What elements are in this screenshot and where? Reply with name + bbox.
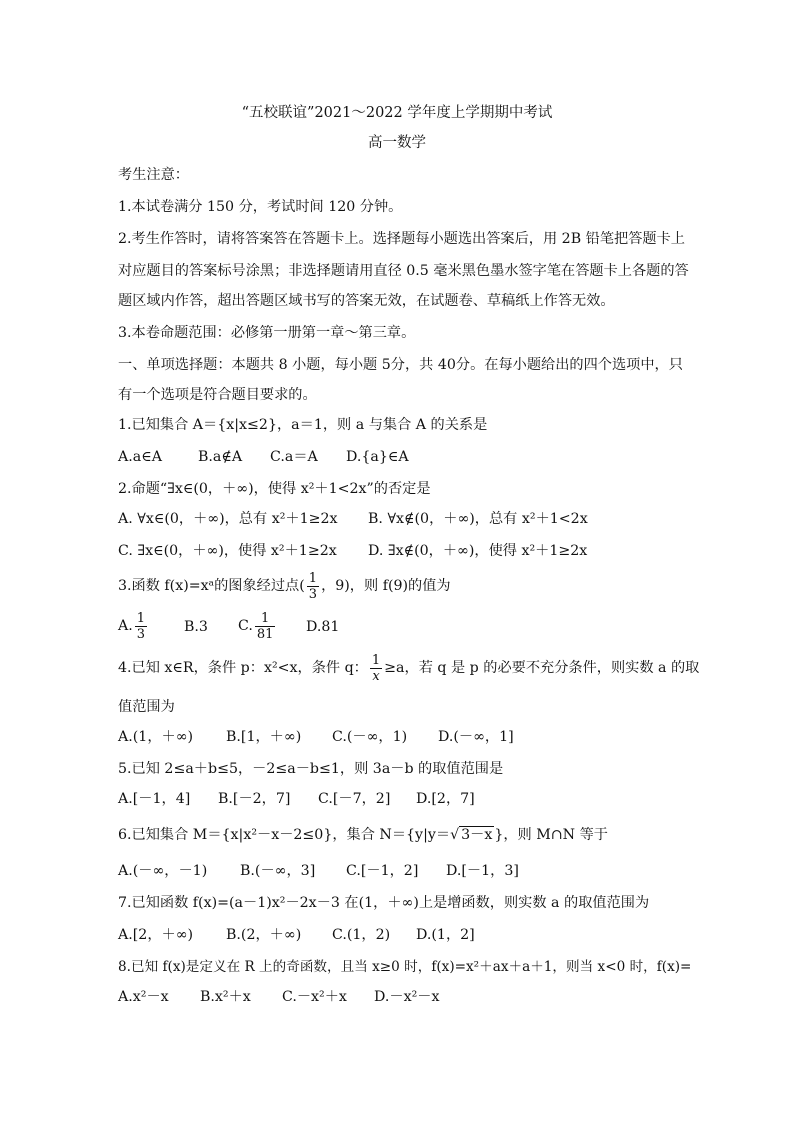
question-3-option-a-denominator: 3 bbox=[136, 626, 146, 642]
question-6-option-d: D.[－1，3] bbox=[446, 863, 519, 879]
question-7-option-c: C.(1，2) bbox=[332, 927, 391, 943]
question-8-option-b: B.x²＋x bbox=[200, 989, 251, 1005]
square-root-expression bbox=[450, 826, 494, 844]
question-5-option-b: B.[－2，7] bbox=[218, 791, 291, 807]
question-4-option-c: C.(－∞，1) bbox=[332, 729, 408, 745]
question-6-stem-part-1: 6.已知集合 M＝{x|x²－x－2≤0}，集合 N＝{y|y＝ bbox=[118, 827, 451, 843]
question-3-option-a-fraction bbox=[135, 611, 147, 642]
question-8-stem: 8.已知 f(x)是定义在 R 上的奇函数，且当 x≥0 时，f(x)=x²＋ax＋a＋1，则当 x<0 时，f(x)= bbox=[118, 959, 692, 975]
question-5-option-a: A.[－1，4] bbox=[118, 791, 191, 807]
question-4-stem-part-1: 4.已知 x∈R，条件 p：x²<x，条件 q： bbox=[118, 660, 368, 676]
note-2-line-3: 题区域内作答，超出答题区域书写的答案无效，在试题卷、草稿纸上作答无效。 bbox=[118, 293, 615, 309]
question-3-option-a-numerator: 1 bbox=[136, 610, 146, 626]
question-6-option-b: B.(－∞，3] bbox=[240, 863, 316, 879]
question-5-stem: 5.已知 2≤a＋b≤5，－2≤a－b≤1，则 3a－b 的取值范围是 bbox=[118, 761, 504, 777]
note-3: 3.本卷命题范围：必修第一册第一章～第三章。 bbox=[118, 325, 416, 341]
question-6-stem bbox=[118, 826, 608, 844]
question-7-option-b: B.(2，＋∞) bbox=[226, 927, 302, 943]
question-3-option-a bbox=[118, 610, 149, 642]
question-2-stem: 2.命题“∃x∈(0，＋∞)，使得 x²＋1<2x”的否定是 bbox=[118, 481, 431, 497]
question-2-option-a: A. ∀x∈(0，＋∞)，总有 x²＋1≥2x bbox=[118, 511, 338, 527]
question-6-option-c: C.[－1，2] bbox=[346, 863, 419, 879]
note-2-line-1: 2.考生作答时，请将答案答在答题卡上。选择题每小题选出答案后，用 2B 铅笔把答题卡上 bbox=[118, 231, 685, 247]
question-3-option-c-numerator: 1 bbox=[255, 611, 276, 627]
exam-subject: 高一数学 bbox=[368, 135, 426, 151]
section-1-instructions-line-1: 一、单项选择题：本题共 8 小题，每小题 5分，共 40分。在每小题给出的四个选项中，只 bbox=[118, 357, 683, 373]
question-4-stem-continued: 值范围为 bbox=[118, 699, 175, 715]
question-4-fraction-denominator: x bbox=[372, 668, 380, 684]
note-1: 1.本试卷满分 150 分，考试时间 120 分钟。 bbox=[118, 199, 403, 215]
question-1-option-c: C.a＝A bbox=[270, 449, 318, 465]
question-7-option-d: D.(1，2] bbox=[416, 927, 475, 943]
question-3-option-c-label: C. bbox=[238, 618, 253, 634]
note-2-line-2: 对应题目的答案标号涂黑；非选择题请用直径 0.5 毫米黑色墨水签字笔在答题卡上各题的答 bbox=[118, 263, 689, 279]
question-3-option-c-denominator: 81 bbox=[256, 626, 274, 642]
question-3-option-d: D.81 bbox=[306, 619, 340, 635]
question-3-fraction-denominator: 3 bbox=[308, 586, 318, 602]
question-3-stem-part-2: ，9)，则 f(9)的值为 bbox=[321, 578, 451, 594]
question-2-option-c: C. ∃x∈(0，＋∞)，使得 x²＋1≥2x bbox=[118, 543, 337, 559]
question-4-fraction-numerator: 1 bbox=[371, 652, 381, 668]
question-4-option-a: A.(1，＋∞) bbox=[118, 729, 194, 745]
question-8-option-d: D.－x²－x bbox=[374, 989, 440, 1005]
question-4-fraction bbox=[370, 653, 382, 684]
question-8-option-c: C.－x²＋x bbox=[282, 989, 347, 1005]
question-1-option-a: A.a∈A bbox=[118, 449, 162, 465]
question-1-option-b: B.a∉A bbox=[198, 449, 243, 465]
question-4-stem bbox=[118, 652, 699, 684]
square-root-symbol: √ bbox=[450, 827, 460, 843]
question-3-option-a-label: A. bbox=[118, 618, 133, 634]
question-3-stem-part-1: 3.函数 f(x)=xᵃ的图象经过点( bbox=[118, 578, 305, 594]
question-5-option-d: D.[2，7] bbox=[416, 791, 475, 807]
question-8-option-a: A.x²－x bbox=[118, 989, 169, 1005]
question-4-option-b: B.[1，＋∞) bbox=[226, 729, 302, 745]
notes-heading: 考生注意： bbox=[118, 167, 189, 183]
question-4-stem-part-2: ≥a，若 q 是 p 的必要不充分条件，则实数 a 的取 bbox=[384, 660, 700, 676]
square-root-radicand: 3－x bbox=[461, 827, 493, 843]
question-2-option-d: D. ∃x∉(0，＋∞)，使得 x²＋1≥2x bbox=[368, 543, 588, 559]
question-3-fraction-numerator: 1 bbox=[308, 570, 318, 586]
question-6-stem-part-2: }，则 M∩N 等于 bbox=[494, 827, 608, 843]
question-4-option-d: D.(－∞，1] bbox=[438, 729, 514, 745]
exam-title: “五校联谊”2021～2022 学年度上学期期中考试 bbox=[241, 105, 553, 121]
question-7-option-a: A.[2，＋∞) bbox=[118, 927, 194, 943]
question-3-fraction bbox=[307, 571, 319, 602]
question-3-option-b: B.3 bbox=[184, 619, 208, 635]
question-6-option-a: A.(－∞，－1) bbox=[118, 863, 208, 879]
question-7-stem: 7.已知函数 f(x)=(a－1)x²－2x－3 在(1，＋∞)上是增函数，则实数 a 的取值范围为 bbox=[118, 895, 650, 911]
question-3-option-c bbox=[238, 610, 277, 642]
question-2-option-b: B. ∀x∉(0，＋∞)，总有 x²＋1<2x bbox=[368, 511, 588, 527]
question-5-option-c: C.[－7，2] bbox=[318, 791, 391, 807]
question-1-stem: 1.已知集合 A＝{x|x≤2}，a＝1，则 a 与集合 A 的关系是 bbox=[118, 417, 488, 433]
section-1-instructions-line-2: 有一个选项是符合题目要求的。 bbox=[118, 387, 317, 403]
question-3-stem bbox=[118, 570, 451, 602]
question-3-option-c-fraction bbox=[255, 611, 276, 642]
question-1-option-d: D.{a}∈A bbox=[346, 449, 409, 465]
